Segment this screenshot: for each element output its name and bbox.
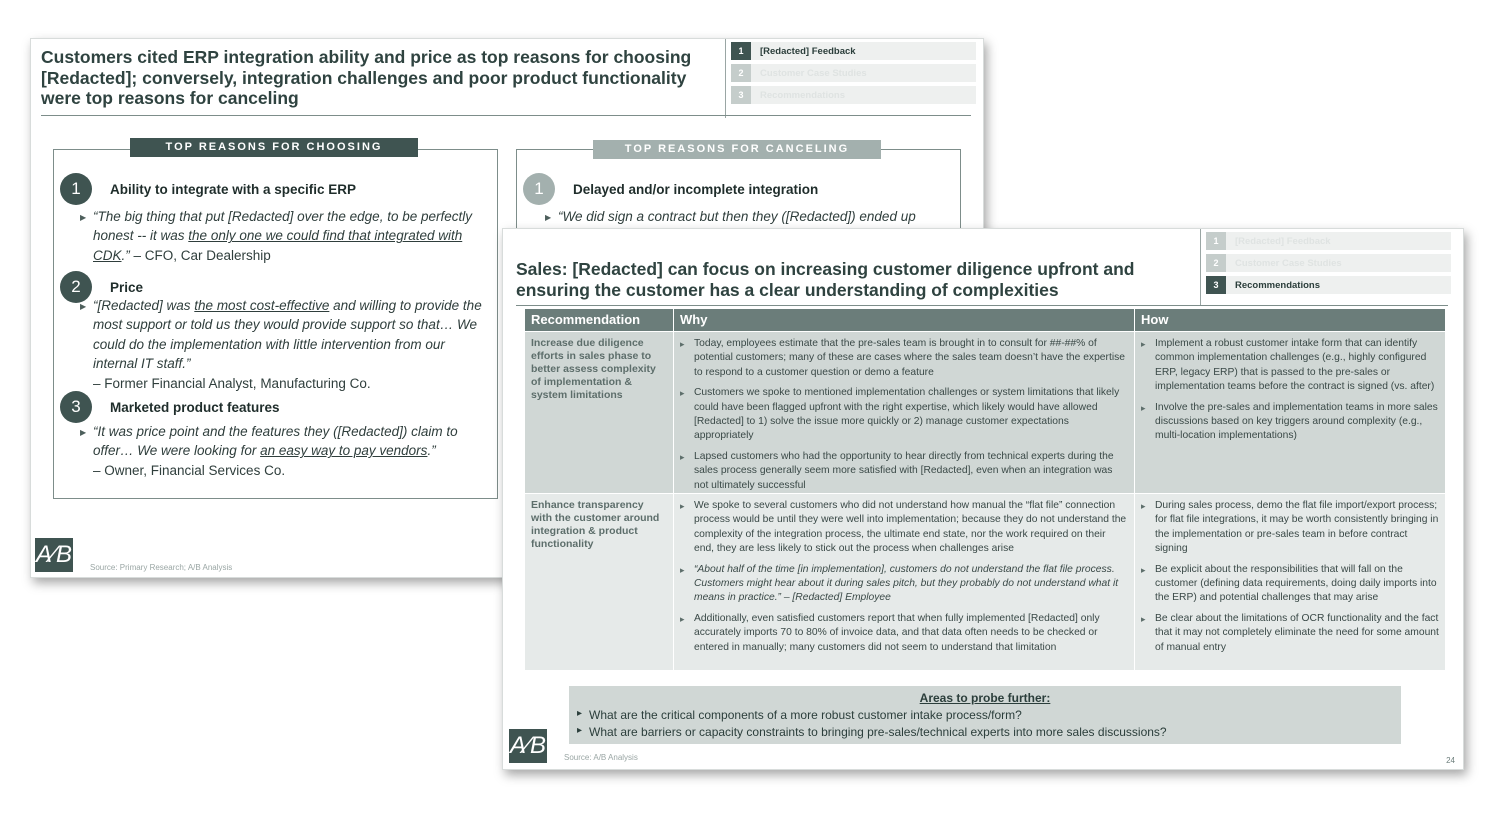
probe-item: ▸ What are barriers or capacity constraints to bringing pre-sales/technical experts into more sales discussions? — [569, 725, 1401, 739]
slide1-nav-item-1[interactable] — [731, 42, 976, 60]
how-bullet: ▸ Be clear about the limitations of OCR functionality and the fact that it may not completely eliminate the need for some amount of manual entry — [1141, 612, 1439, 655]
nav-number: 1 — [731, 42, 751, 60]
nav-number: 3 — [1206, 276, 1226, 294]
table-header-row — [525, 309, 1446, 331]
source-note: Source: Primary Research; A/B Analysis — [90, 563, 233, 572]
how-bullet: ▸ Be explicit about the responsibilities that will fall on the customer (defining data requirements, doing daily imports into the ERP) and potential challenges that may arise — [1141, 563, 1439, 606]
choosing-item-title: Ability to integrate with a specific ERP — [110, 181, 357, 197]
nav-label: [Redacted] Feedback — [1235, 235, 1331, 247]
page-number: 24 — [1446, 756, 1455, 765]
quote-emphasis: the only one we could find that integrated with CDK — [93, 228, 463, 263]
canceling-quote-1 — [545, 207, 958, 226]
choosing-header: TOP REASONS FOR CHOOSING — [130, 138, 418, 157]
why-cell — [674, 332, 1135, 493]
how-cell — [1135, 494, 1446, 670]
choosing-item-title: Price — [110, 279, 144, 295]
nav-label: Customer Case Studies — [1235, 257, 1342, 269]
how-cell — [1135, 332, 1446, 493]
quote-attribution: – CFO, Car Dealership — [129, 247, 271, 263]
slide2-title: Sales: [Redacted] can focus on increasing customer diligence upfront and ensuring the customer has a clear understanding of complexities — [516, 259, 1135, 300]
canceling-item-title: Delayed and/or incomplete integration — [573, 181, 819, 197]
probe-title: Areas to probe further: — [919, 691, 1051, 705]
why-bullet: ▸ Additionally, even satisfied customers report that when fully implemented [Redacted] only accurately imports 70 to 80% of invoice data, and that data often needs to be checked or entered in manually; many customers did not seem to understand that limitation — [680, 612, 1128, 655]
nav-label: Recommendations — [760, 89, 845, 101]
quote-emphasis: an easy way to pay vendors — [260, 443, 428, 459]
ab-logo: A⁄B — [509, 729, 547, 763]
quote-text: “[Redacted] was — [93, 298, 195, 313]
slide2-nav-item-1[interactable] — [1206, 232, 1451, 250]
choosing-item-3 — [60, 391, 280, 423]
choosing-quote-2 — [80, 296, 485, 393]
quote-text: “We did sign a contract but then they ([Redacted]) ended up — [558, 209, 916, 224]
probe-item: ▸ What are the critical components of a more robust customer intake process/form? — [569, 708, 1401, 722]
recommendation-cell: Increase due diligence efforts in sales phase to better assess complexity of implementation & system limitations — [525, 332, 674, 493]
nav-number: 2 — [731, 64, 751, 82]
slide1-title: Customers cited ERP integration ability and price as top reasons for choosing [Redacted]; conversely, integration challenges and poor product functionality were top reasons for canceling — [41, 47, 692, 109]
source-note: Source: A/B Analysis — [564, 753, 638, 762]
number-badge: 1 — [523, 173, 555, 205]
canceling-header: TOP REASONS FOR CANCELING — [593, 140, 881, 159]
header-recommendation: Recommendation — [525, 309, 674, 331]
slide2-nav-item-2[interactable] — [1206, 254, 1451, 272]
choosing-quote-3 — [80, 422, 485, 480]
nav-number: 1 — [1206, 232, 1226, 250]
bullet-triangle-icon: ▶ — [545, 213, 552, 222]
slide1-nav — [725, 39, 976, 118]
nav-number: 3 — [731, 86, 751, 104]
why-bullet: ▸ We spoke to several customers who did not understand how manual the “flat file” connection process would be until they were well into implementation; because they do not understand the complexity of the integration process, the ultimate end state, nor the work required on their end, they are less likely to stick out the process when challenges arise — [680, 499, 1128, 557]
table-row — [525, 493, 1446, 670]
slide1-nav-item-3[interactable] — [731, 86, 976, 104]
nav-label: Customer Case Studies — [760, 67, 867, 79]
ab-logo: A⁄B — [35, 538, 73, 572]
probe-further-box — [569, 686, 1401, 744]
how-bullet: ▸ During sales process, demo the flat file import/export process; for flat file integrations, it may be worth consistently bringing in the implementation or pre-sales team in before contract signing — [1141, 499, 1439, 557]
how-bullet: ▸ Implement a robust customer intake form that can identify common implementation challenges (e.g., highly configured ERP, legacy ERP) that is passed to the pre-sales or implementation teams before the contract is signed (vs. after) — [1141, 337, 1439, 395]
nav-number: 2 — [1206, 254, 1226, 272]
quote-emphasis: the most cost-effective — [194, 298, 330, 313]
quote-text: “About half of the time [in implementation], customers do not understand the flat file process. Customers might hear about it during sales pitch, but they probably do not understand what it means in practice.” – [Redacted] Employee — [694, 563, 1119, 604]
slide-sales-recommendations — [502, 228, 1464, 770]
why-bullet: ▸ Lapsed customers who had the opportunity to hear directly from technical experts during the sales process generally seem more satisfied with [Redacted], even when an integration was not ultimately successful — [680, 450, 1128, 493]
slide2-nav-item-3[interactable] — [1206, 276, 1451, 294]
number-badge: 2 — [60, 271, 92, 303]
title-divider — [516, 305, 1448, 306]
nav-label: Recommendations — [1235, 279, 1320, 291]
nav-label: [Redacted] Feedback — [760, 45, 856, 57]
header-why: Why — [674, 309, 1135, 331]
bullet-triangle-icon: ▶ — [80, 213, 87, 222]
how-bullet: ▸ Involve the pre-sales and implementation teams in more sales discussions based on key triggers around complexity (e.g., multi-location implementations) — [1141, 401, 1439, 444]
canceling-item-1 — [523, 173, 818, 205]
title-divider — [41, 115, 971, 116]
recommendations-table — [525, 309, 1446, 670]
number-badge: 3 — [60, 391, 92, 423]
table-row — [525, 331, 1446, 493]
quote-attribution: – Owner, Financial Services Co. — [93, 462, 286, 478]
number-badge: 1 — [60, 173, 92, 205]
quote-text: “It was price point and the features they ([Redacted]) claim to offer… We were looking for — [93, 424, 458, 459]
header-how: How — [1135, 309, 1446, 331]
quote-text: .” — [427, 443, 436, 459]
quote-text: .” — [121, 247, 130, 263]
choosing-item-1 — [60, 173, 356, 205]
why-cell — [674, 494, 1135, 670]
why-bullet-quote — [680, 563, 1128, 606]
bullet-triangle-icon: ▶ — [80, 428, 87, 437]
recommendation-cell: Enhance transparency with the customer around integration & product functionality — [525, 494, 674, 670]
slide1-nav-item-2[interactable] — [731, 64, 976, 82]
choosing-item-title: Marketed product features — [110, 399, 280, 415]
bullet-triangle-icon: ▶ — [80, 302, 87, 311]
choosing-quote-1 — [80, 207, 485, 265]
slide2-nav — [1200, 229, 1451, 306]
why-bullet: ▸ Today, employees estimate that the pre-sales team is brought in to consult for ##-##% of potential customers; many of these are cases where the sales team doesn’t have the expertise to respond to a customer question or demo a feature — [680, 337, 1128, 380]
why-bullet: ▸ Customers we spoke to mentioned implementation challenges or system limitations that likely could have been flagged upfront with the right expertise, which likely would have allowed [Redacted] to 1) solve the issue more quickly or 2) manage customer expectations appropriately — [680, 386, 1128, 444]
quote-attribution: – Former Financial Analyst, Manufacturing Co. — [93, 375, 371, 391]
quote-text: and willing to provide the most support or told us they would provide support so that… We could do the implementation with little intervention from our internal IT staff.” — [93, 298, 482, 372]
quote-text: “The big thing that put [Redacted] over the edge, to be perfectly honest -- it was — [93, 209, 472, 244]
